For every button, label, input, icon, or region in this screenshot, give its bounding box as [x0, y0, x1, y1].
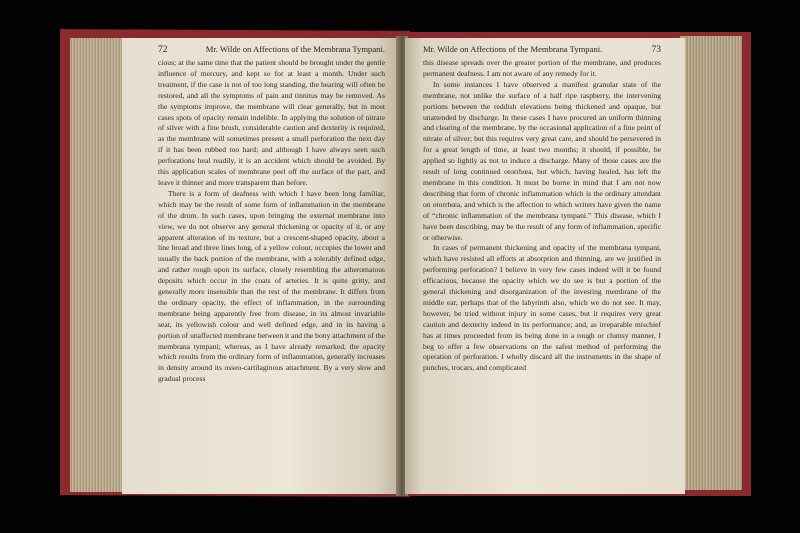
- left-page-body: [158, 58, 385, 385]
- left-page-number: 72: [158, 45, 168, 55]
- right-page-number: 73: [651, 45, 661, 55]
- left-page: [122, 38, 399, 494]
- left-paragraph-2: There is a form of deafness with which I have been long familiar, which may be the result of some form of inflammation in the membrane of the drum. In such cases, upon bringing the external membrane into view, we do not observe any general thickening or opacity of it, or any apparent alteration of its texture, but a crescent-shaped opacity, about a line broad and three lines long, of a yellow colour, occupies the lower and usually the back portion of the membrane, with a tolerably defined edge, and rather rough upon its surface, closely resembling the atheromatous deposits which occur in the coats of arteries. It is quite gritty, and generally more insensible than the rest of the membrane. It differs from the ordinary opacity, the effect of inflammation, in the surrounding membrane being apparently free from disease, in its almost invariable seat, its yellowish colour and well defined edge, and in its having a portion of unaffected membrane between it and the bony attachment of the membrana tympani; whereas, as I have already remarked, the opacity which results from the ordinary form of inflammation, generally increases in density around its osseo-cartilaginous attachment. By a very slow and gradual process: [158, 188, 385, 384]
- right-paragraph-1: this disease spreads over the greater portion of the membrane, and produces permanent deafness. I am not aware of any remedy for it.: [423, 58, 661, 78]
- right-page-header: [423, 44, 661, 55]
- left-running-title: Mr. Wilde on Affections of the Membrana Tympani.: [205, 44, 385, 54]
- right-paragraph-3: In cases of permanent thickening and opacity of the membrana tympani, which have resisted all efforts at absorption and thinning, are we justified in performing perforation? I believe in very few cases indeed will it be found efficacious, because the opacity which we do see is but a portion of the general thickening and disorganization of the investing membrane of the middle ear, perhaps that of the labyrinth also, which we do not see. It may, however, be tried without injury in some cases, but it requires very great caution and dexterity indeed in its performance; and, as irreparable mischief has at times proceeded from its being done in a rough or clumsy manner, I beg to offer a few observations on the safest method of performing the operation of perforation. I wholly discard all the instruments in the shape of punches, trocars, and complicated: [423, 243, 661, 373]
- right-page-body: [423, 58, 661, 374]
- right-running-title: Mr. Wilde on Affections of the Membrana Tympani.: [423, 44, 603, 54]
- right-page: [405, 38, 685, 494]
- right-paragraph-2: In some instances I have observed a manifest granular state of the membrane, not unlike the surface of a half ripe raspberry, the intervening portions between the reddish elevations being thickened and opaque, but unattended by discharge. In these cases I have procured an uniform thinning and clearing of the membrane, by the occasional application of a fine point of nitrate of silver; but this requires very great care, and should be persevered in for a great length of time, at least two months; it should, if possible, be applied so lightly as not to induce a discharge. Many of those cases are the result of long continued otorrhœa, but which, having healed, has left the membrane in this condition. It must be borne in mind that I am not now describing that form of chronic inflammation which is the ordinary attendant on otorrhœa, and which is the affection to which writers have given the name of “chronic inflammation of the membrana tympani.” This disease, which I have been describing, may be the result of any form of inflammation, specific or otherwise.: [423, 79, 661, 242]
- page-edges-left: [70, 38, 125, 492]
- left-page-header: [158, 44, 385, 55]
- page-edges-right: [680, 36, 742, 490]
- left-paragraph-1: cious; at the same time that the patient should be brought under the gentle influence of mercury, and kept so for at least a month. Under such treatment, if the case is not of too long standing, the hearing will often be restored, and all the symptoms of pain and tinnitus may be removed. As the symptoms improve, the membrane will clear generally, but in most cases spots of opacity remain indelible. In applying the solution of nitrate of silver with a fine brush, considerable caution and dexterity is required, as the membrane will sometimes present a small perforation the next day if it has been rubbed too hard; and although I have always seen such perforations heal readily, it is an accident which should be avoided. By this application scales of membrane peel off the surface of the part, and leave it thinner and more transparent than before.: [158, 58, 385, 187]
